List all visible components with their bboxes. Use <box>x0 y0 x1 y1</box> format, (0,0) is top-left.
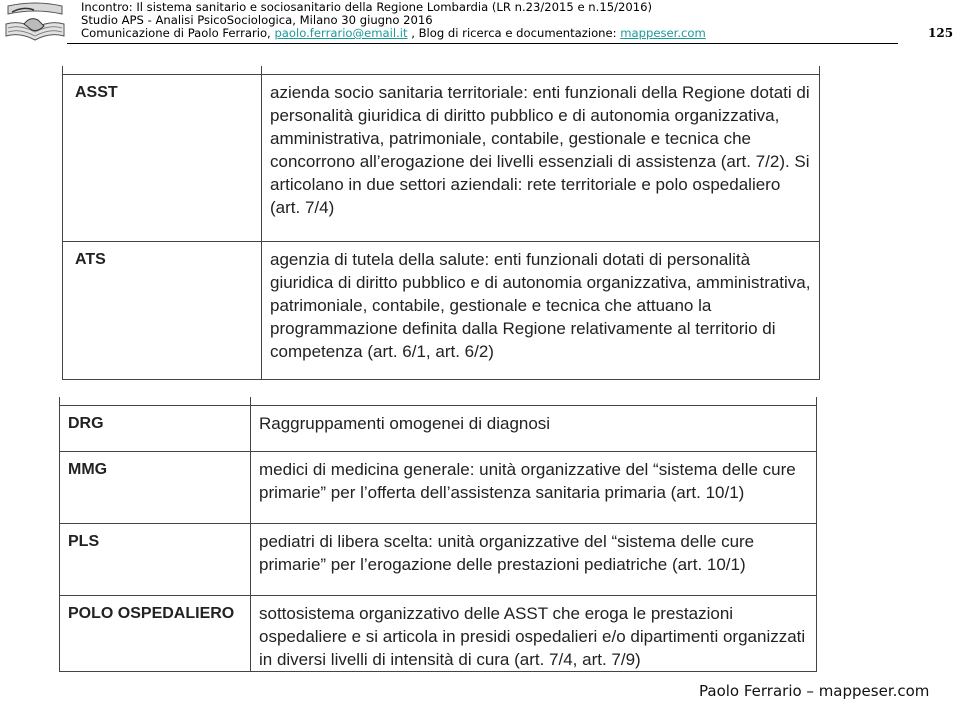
glossary-table-1 <box>62 66 820 380</box>
definition-cell: agenzia di tutela della salute: enti funzionali dotati di personalità giuridica di diritto pubblico e di autonomia organizzativa, amministrativa, patrimoniale, contabile, gestionale e tecnica che attuano la programmazione definita dalla Regione relativamente al territorio di competenza (art. 6/1, art. 6/2) <box>262 242 820 380</box>
definition-cell: Raggruppamenti omogenei di diagnosi <box>251 406 817 452</box>
header-title: Incontro: Il sistema sanitario e sociosanitario della Regione Lombardia (LR n.23/2015 e n.15/2016) <box>81 0 653 14</box>
header-credits-prefix: Comunicazione di Paolo Ferrario, <box>81 26 275 40</box>
header-divider <box>67 43 898 44</box>
handshake-book-logo-icon <box>4 2 66 42</box>
term-cell: ATS <box>63 242 262 380</box>
term-cell: POLO OSPEDALIERO <box>60 596 251 672</box>
header-subtitle: Studio APS - Analisi PsicoSociologica, Milano 30 giugno 2016 <box>81 13 433 27</box>
term-cell: MMG <box>60 452 251 524</box>
term-cell: DRG <box>60 406 251 452</box>
blog-link[interactable]: mappeser.com <box>620 26 706 40</box>
table-row <box>60 406 817 452</box>
definition-cell: pediatri di libera scelta: unità organizzative del “sistema delle cure primarie” per l’erogazione delle prestazioni pediatriche (art. 10/1) <box>251 524 817 596</box>
table-row <box>63 75 820 242</box>
table-row <box>63 242 820 380</box>
header-credits-middle: , Blog di ricerca e documentazione: <box>407 26 621 40</box>
definition-cell: sottosistema organizzativo delle ASST che eroga le prestazioni ospedaliere e si articola in presidi ospedalieri e/o dipartimenti organizzati in diversi livelli di intensità di cura (art. 7/4, art. 7/9) <box>251 596 817 672</box>
table-row <box>60 596 817 672</box>
table-stub-row <box>63 66 820 75</box>
definition-cell: medici di medicina generale: unità organizzative del “sistema delle cure primarie” per l’offerta dell’assistenza sanitaria primaria (art. 10/1) <box>251 452 817 524</box>
footer-credit: Paolo Ferrario – mappeser.com <box>699 682 930 700</box>
definition-cell: azienda socio sanitaria territoriale: enti funzionali della Regione dotati di personalità giuridica di diritto pubblico e di autonomia organizzativa, amministrativa, patrimoniale, contabile, gestionale e tecnica che concorrono all’erogazione dei livelli essenziali di assistenza (art. 7/2). Si articolano in due settori aziendali: rete territoriale e polo ospedaliero (art. 7/4) <box>262 75 820 242</box>
header-text <box>81 1 706 40</box>
glossary-table-2 <box>59 397 817 672</box>
term-cell: PLS <box>60 524 251 596</box>
table-row <box>60 524 817 596</box>
page-number: 125 <box>928 26 954 40</box>
term-cell: ASST <box>63 75 262 242</box>
table-stub-row <box>60 397 817 406</box>
header-credits <box>81 27 706 40</box>
table-row <box>60 452 817 524</box>
email-link[interactable]: paolo.ferrario@email.it <box>274 26 408 40</box>
